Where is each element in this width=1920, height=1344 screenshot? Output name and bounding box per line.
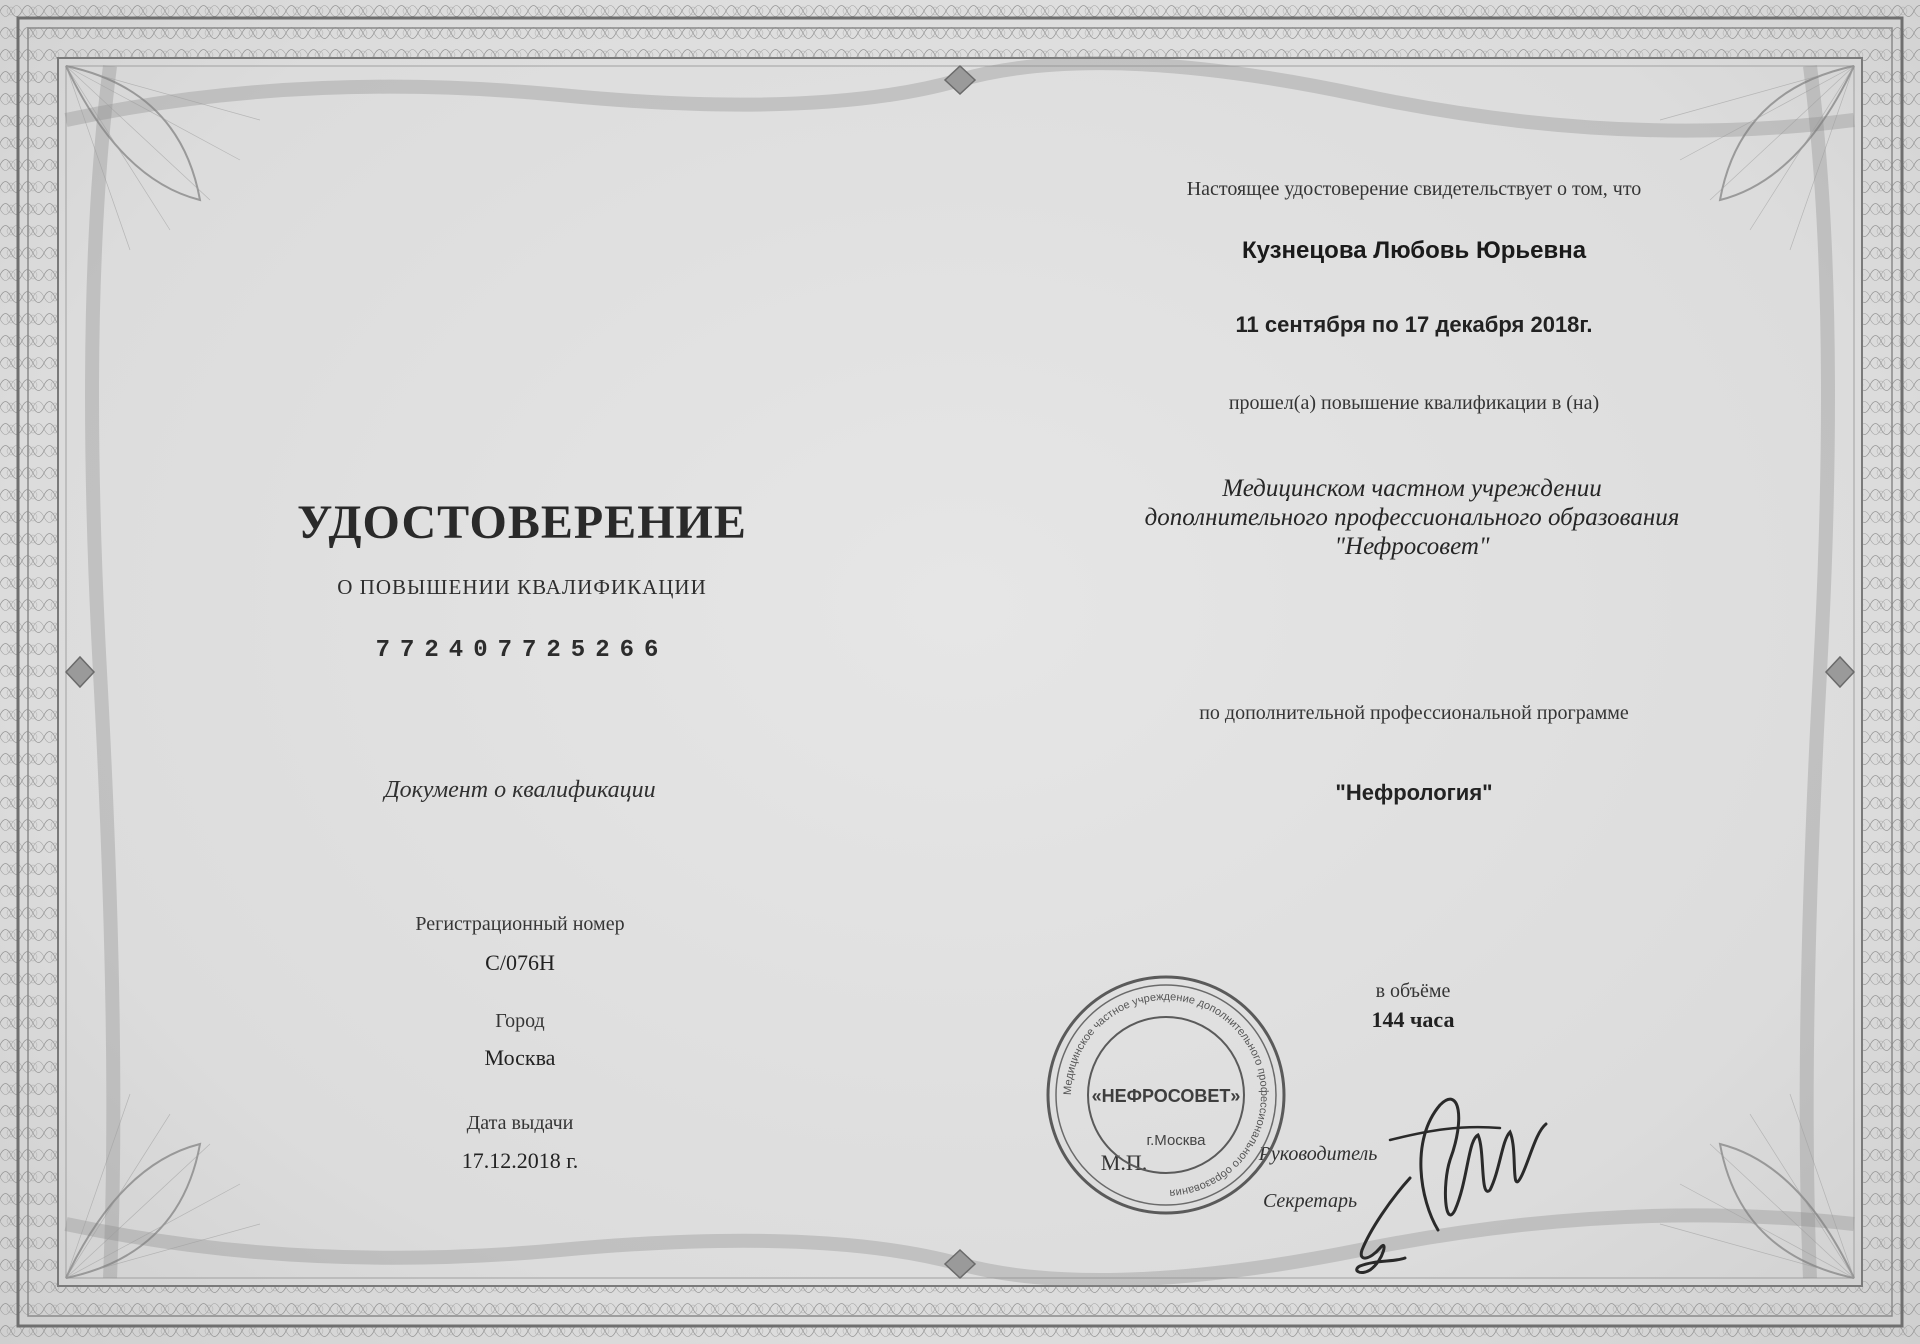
certificate-title: УДОСТОВЕРЕНИЕ: [297, 496, 747, 549]
institution-name: [1145, 474, 1680, 561]
city-label: Город: [495, 1010, 545, 1032]
serial-number: 772407725266: [375, 637, 669, 664]
document-type: Документ о квалификации: [384, 777, 656, 803]
full-name: Кузнецова Любовь Юрьевна: [1241, 237, 1587, 264]
program-name: "Нефрология": [1335, 780, 1493, 805]
issue-date-label: Дата выдачи: [466, 1112, 574, 1134]
registration-label: Регистрационный номер: [415, 913, 625, 935]
seal-mark: М.П.: [1100, 1150, 1148, 1175]
intro-text: Настоящее удостоверение свидетельствует о том, что: [1186, 178, 1642, 200]
secretary-label: Секретарь: [1262, 1190, 1358, 1212]
institution-line-1: Медицинском частном учреждении: [1222, 475, 1602, 502]
secretary-signature: [1340, 1170, 1430, 1280]
volume-value: 144 часа: [1371, 1007, 1455, 1032]
completed-text: прошел(а) повышение квалификации в (на): [1228, 392, 1600, 414]
program-label: по дополнительной профессиональной программе: [1199, 702, 1629, 724]
volume-label: в объёме: [1375, 980, 1451, 1002]
issue-date-value: 17.12.2018 г.: [461, 1148, 579, 1173]
institution-line-3: "Нефросовет": [1334, 533, 1490, 560]
head-label: Руководитель: [1258, 1143, 1378, 1165]
institution-line-2: дополнительного профессионального образования: [1144, 504, 1680, 531]
study-period: 11 сентября по 17 декабря 2018г.: [1235, 312, 1593, 337]
certificate-subtitle: О ПОВЫШЕНИИ КВАЛИФИКАЦИИ: [337, 575, 707, 599]
stamp-center-text: «НЕФРОСОВЕТ»: [1091, 1086, 1241, 1106]
organization-stamp: [1036, 970, 1296, 1220]
city-value: Москва: [484, 1045, 556, 1070]
registration-value: С/076Н: [485, 950, 555, 975]
stamp-city-text: г.Москва: [1146, 1132, 1206, 1149]
stamp-ring-text: Медицинское частное учреждение дополнительного профессионального образования: [1061, 990, 1271, 1199]
